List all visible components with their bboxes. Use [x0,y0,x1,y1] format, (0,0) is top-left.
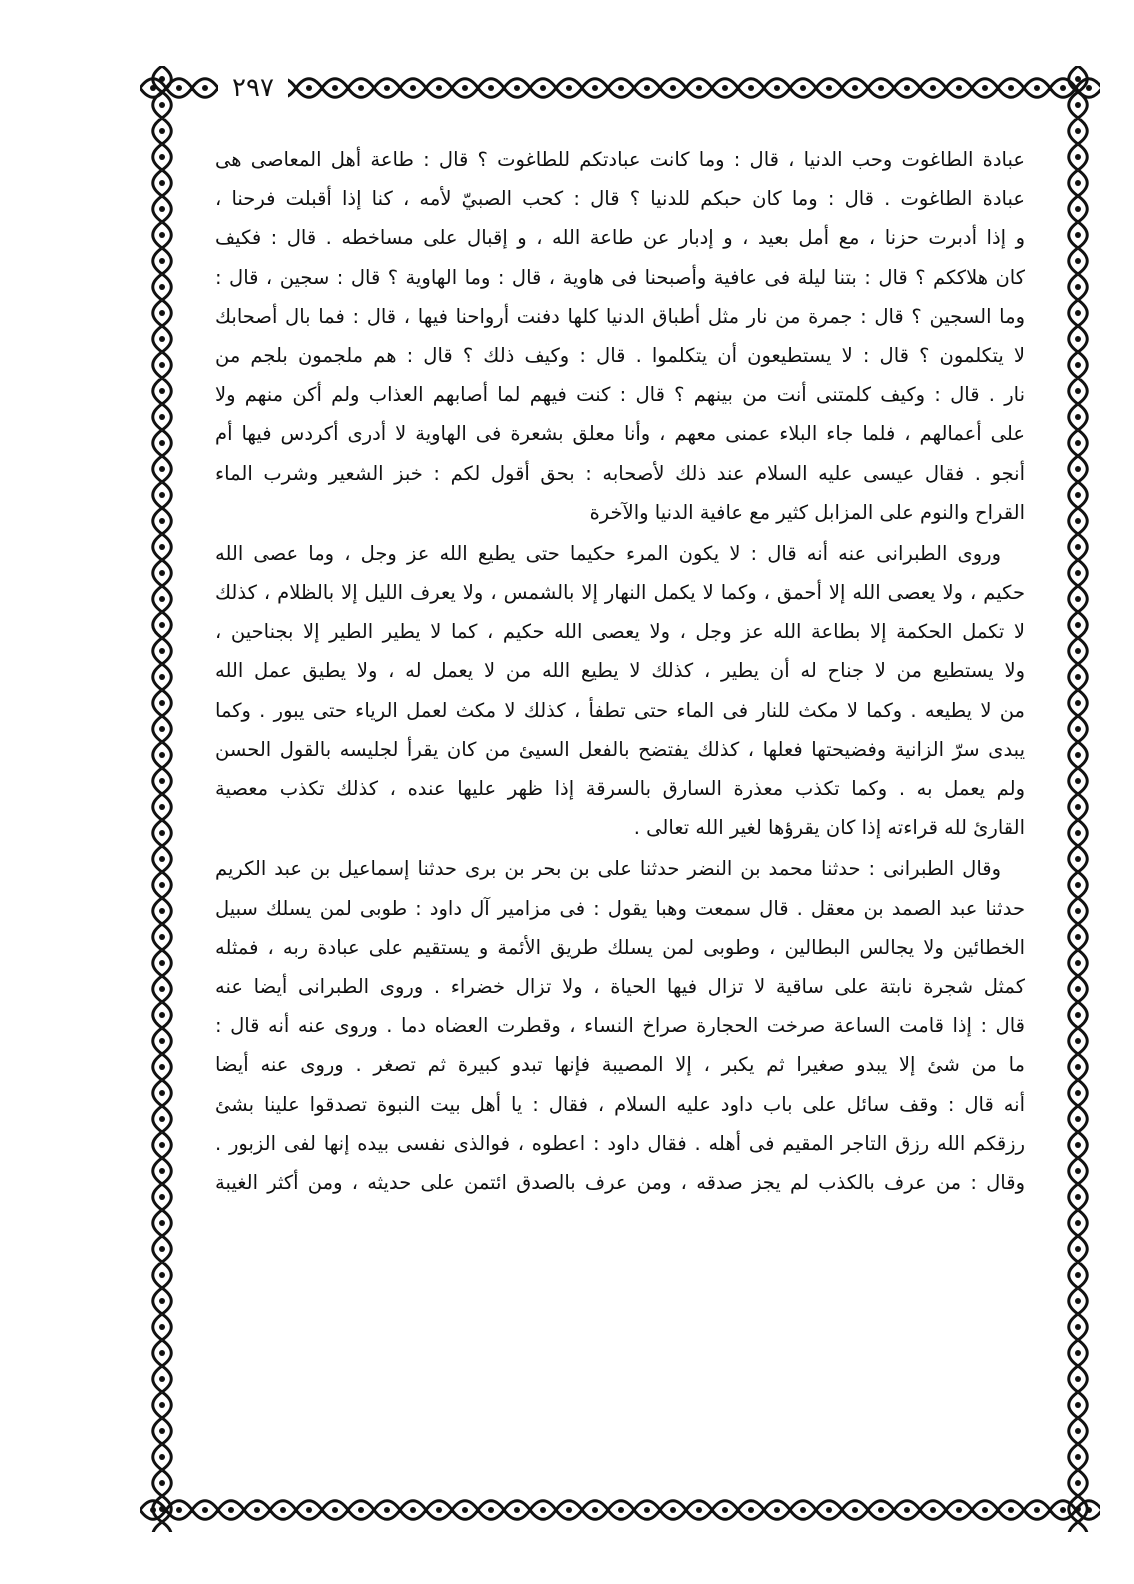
text-line: ولم يعمل به . وكما تكذب معذرة السارق بالسرقة إذا ظهر عليها عنده ، كذلك تكذب معصية [215,777,1025,800]
paragraph [215,849,1025,1202]
text-line: رزقكم الله رزق التاجر المقيم فى أهله . فقال داود : اعطوه ، فوالذى نفسى بيده إنها لفى الزبور . [215,1131,1025,1155]
text-line: الخطائين ولا يجالس البطالين ، وطوبى لمن يسلك طريق الأئمة و يستقيم على عبادة ربه ، فمثله [215,935,1025,959]
text-line: ولا يستطيع من لا جناح له أن يطير ، كذلك لا يطيع الله من لا يعمل له ، ولا يطيق عمل الله [215,659,1025,683]
text-line: ما من شئ إلا يبدو صغيرا ثم يكبر ، إلا المصيبة فإنها تبدو كبيرة ثم تصغر . وروى عنه أيضا [215,1053,1025,1077]
ornamental-border-bottom [140,1488,1100,1532]
paragraph [215,140,1025,532]
text-line: كمثل شجرة نابتة على ساقية لا تزال فيها الحياة ، ولا تزال خضراء . وروى الطبرانى أيضا عنه [215,974,1025,998]
text-line: القارئ لله قراءته إذا كان يقرؤها لغير الله تعالى . [633,816,1025,840]
text-line: أنجو . فقال عيسى عليه السلام عند ذلك لأصحابه : بحق أقول لكم : خبز الشعير وشرب الماء [215,461,1025,485]
main-text [215,140,1025,1470]
text-line: و إذا أدبرت حزنا ، مع أمل بعيد ، و إدبار عن طاعة الله ، و إقبال على مساخطه . قال : فكيف [215,226,1025,250]
text-line: وروى الطبرانى عنه أنه قال : لا يكون المرء حكيما حتى يطيع الله عز وجل ، وما عصى الله [215,541,1001,565]
text-line: كان هلاككم ؟ قال : بتنا ليلة فى عافية وأصبحنا فى هاوية ، قال : وما الهاوية ؟ قال : سجين ، قال : [215,265,1025,289]
page-number: ٢٩٧ [218,70,288,106]
text-line: قال : إذا قامت الساعة صرخت الحجارة صراخ النساء ، وقطرت العضاه دما . وروى عنه أنه قال : [215,1014,1025,1038]
text-line: يبدى سرّ الزانية وفضيحتها فعلها ، كذلك يفتضح بالفعل السيئ من كان يقرأ لجليسه بالقول الحسن [215,737,1025,761]
text-line: نار . قال : وكيف كلمتنى أنت من بينهم ؟ قال : كنت فيهم لما أصابهم العذاب ولم أكن منهم ولا [215,383,1025,407]
text-line: وما السجين ؟ قال : جمرة من نار مثل أطباق الدنيا كلها دفنت أرواحنا فيها ، قال : فما بال أصحابك [215,304,1025,328]
text-line: حدثنا عبد الصمد بن معقل . قال سمعت وهبا يقول : فى مزامير آل داود : طوبى لمن يسلك سبيل [215,896,1025,920]
text-line: وقال : من عرف بالكذب لم يجز صدقه ، ومن عرف بالصدق ائتمن على حديثه ، ومن أكثر الغيبة [215,1170,1025,1194]
text-line: عبادة الطاغوت وحب الدنيا ، قال : وما كانت عبادتكم للطاغوت ؟ قال : طاعة أهل المعاصى هى [215,148,1025,171]
text-line: لا يتكلمون ؟ قال : لا يستطيعون أن يتكلموا . قال : وكيف ذلك ؟ قال : هم ملجمون بلجم من [215,343,1025,367]
text-line: لا تكمل الحكمة إلا بطاعة الله عز وجل ، ولا يعصى الله حكيم ، كما لا يطير الطير إلا بجناحين ، [215,620,1025,644]
text-line: عبادة الطاغوت . قال : وما كان حبكم للدنيا ؟ قال : كحب الصبيّ لأمه ، كنا إذا أقبلت فرحنا ، [215,187,1025,211]
ornamental-border-left [140,66,184,1532]
ornamental-border-right [1056,66,1100,1532]
text-line: أنه قال : وقف سائل على باب داود عليه السلام ، فقال : يا أهل بيت النبوة تصدقوا علينا بشئ [215,1092,1025,1116]
text-line: حكيم ، ولا يعصى الله إلا أحمق ، وكما لا يكمل النهار إلا بالشمس ، ولا يعرف الليل إلا بالظلام ، كذلك [215,581,1025,605]
paragraph [215,534,1025,848]
text-line: القراح والنوم على المزابل كثير مع عافية الدنيا والآخرة [589,500,1025,524]
text-line: من لا يطيعه . وكما لا مكث للنار فى الماء حتى تطفأ ، كذلك لا مكث لعمل الرياء حتى يبور . وكما [215,698,1025,722]
text-line: على أعمالهم ، فلما جاء البلاء عمنى معهم ، وأنا معلق بشعرة فى الهاوية لا أدرى أكردس فيها أم [215,422,1025,446]
text-line: وقال الطبرانى : حدثنا محمد بن النضر حدثنا على بن بحر بن برى حدثنا إسماعيل بن عبد الكريم [215,857,1001,881]
